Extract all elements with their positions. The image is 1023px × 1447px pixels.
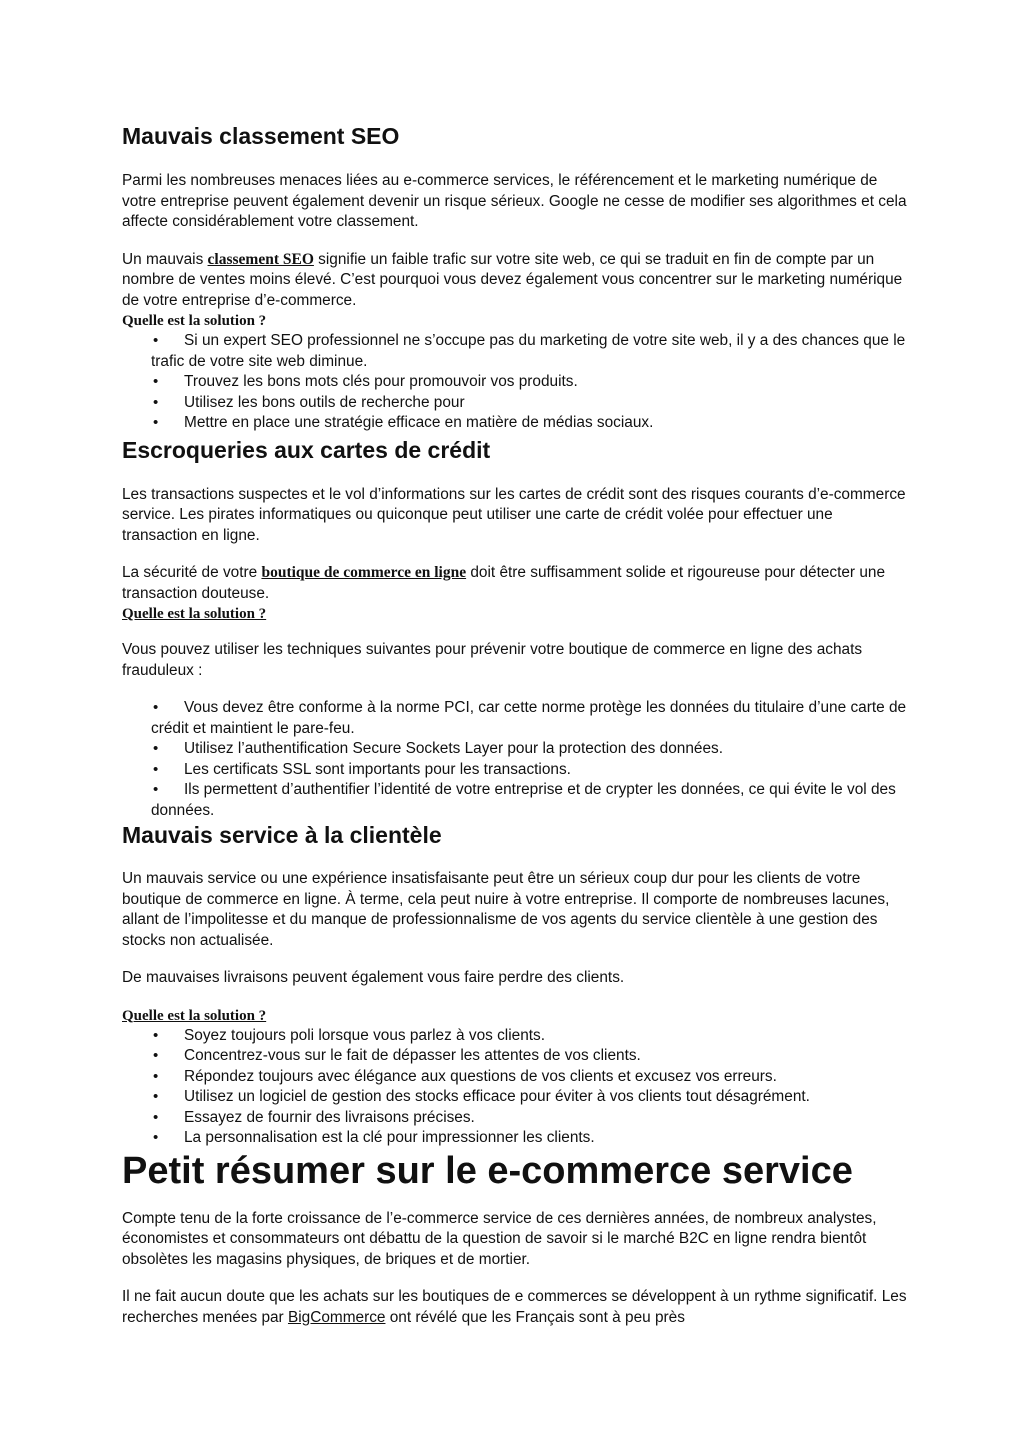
text-run: La sécurité de votre <box>122 564 262 581</box>
bullet-list <box>122 698 907 821</box>
text-run: signifie un faible trafic sur votre site web, ce qui se traduit en fin de compte par un nombre de ventes moins élevé. C’est pourquoi vous devez également vous concentrer sur le marketing numérique de votre entreprise d’e-commerce. <box>122 250 903 309</box>
list-item: • Répondez toujours avec élégance aux questions de vos clients et excusez vos erreurs. <box>122 1067 907 1088</box>
paragraph: Compte tenu de la forte croissance de l’e-commerce service de ces dernières années, de nombreux analystes, économistes et consommateurs ont débattu de la question de savoir si le marché B2C en ligne rendra bientôt obsolètes les magasins physiques, de briques et de mortier. <box>122 1209 877 1268</box>
paragraph: Parmi les nombreuses menaces liées au e-commerce services, le référencement et le marketing numérique de votre entreprise peuvent également devenir un risque sérieux. Google ne cesse de modifier ses algorithmes et cela affecte considérablement votre classement. <box>122 172 907 230</box>
list-item: • Concentrez-vous sur le fait de dépasser les attentes de vos clients. <box>122 1046 907 1067</box>
paragraph <box>122 250 907 312</box>
heading-mauvais-service-clientele: Mauvais service à la clientèle <box>122 822 442 848</box>
text-run: Un mauvais <box>122 250 208 268</box>
bullet-list <box>122 331 907 434</box>
paragraph <box>122 1287 907 1328</box>
list-item: • Ils permettent d’authentifier l’identité de votre entreprise et de crypter les données, ce qui évite le vol des données. <box>122 780 907 821</box>
paragraph: Vous pouvez utiliser les techniques suivantes pour prévenir votre boutique de commerce en ligne des achats frauduleux : <box>122 641 863 679</box>
solution-label: Quelle est la solution ? <box>122 1007 267 1024</box>
paragraph: Un mauvais service ou une expérience insatisfaisante peut être un sérieux coup dur pour les clients de votre boutique de commerce en ligne. À terme, cela peut nuire à votre entreprise. Il comporte de nombreuses lacunes, allant de l’impolitesse et du manque de professionnalisme de vos agents du service clientèle à une gestion des stocks non actualisée. <box>122 870 890 949</box>
list-item: • Utilisez l’authentification Secure Sockets Layer pour la protection des données. <box>122 739 907 760</box>
bigcommerce-link[interactable]: BigCommerce <box>287 1308 386 1326</box>
paragraph: De mauvaises livraisons peuvent également vous faire perdre des clients. <box>122 969 625 986</box>
list-item: • Essayez de fournir des livraisons précises. <box>122 1108 907 1129</box>
paragraph <box>122 563 907 604</box>
list-item: • Si un expert SEO professionnel ne s’occupe pas du marketing de votre site web, il y a des chances que le trafic de votre site web diminue. <box>122 331 907 372</box>
paragraph: Les transactions suspectes et le vol d’informations sur les cartes de crédit sont des risques courants d’e-commerce service. Les pirates informatiques ou quiconque peut utiliser une carte de crédit volée pour effectuer une transaction en ligne. <box>122 485 906 544</box>
heading-mauvais-classement-seo: Mauvais classement SEO <box>122 123 400 149</box>
text-run: Il ne fait aucun doute que les achats sur les boutiques de e commerces se développent à un rythme significatif. Les recherches menées par <box>122 1288 907 1326</box>
list-item: • Les certificats SSL sont importants pour les transactions. <box>122 760 907 781</box>
list-item: • Trouvez les bons mots clés pour promouvoir vos produits. <box>122 372 907 393</box>
solution-label: Quelle est la solution ? <box>122 313 267 329</box>
text-run: doit être suffisamment solide et rigoureuse pour détecter une transaction douteuse. <box>122 564 886 602</box>
list-item: • Soyez toujours poli lorsque vous parlez à vos clients. <box>122 1026 907 1047</box>
list-item: • Utilisez un logiciel de gestion des stocks efficace pour éviter à vos clients tout désagrément. <box>122 1087 907 1108</box>
heading-petit-resumer: Petit résumer sur le e-commerce service <box>122 1149 853 1192</box>
heading-escroqueries-cartes-credit: Escroqueries aux cartes de crédit <box>122 436 491 463</box>
boutique-commerce-link[interactable]: boutique de commerce en ligne <box>261 564 467 581</box>
document-content <box>122 122 907 1328</box>
classement-seo-link[interactable]: classement SEO <box>207 250 314 268</box>
list-item: • La personnalisation est la clé pour impressionner les clients. <box>122 1128 907 1149</box>
solution-label: Quelle est la solution ? <box>122 606 267 622</box>
bullet-list <box>122 1026 907 1149</box>
text-run: ont révélé que les Français sont à peu près <box>385 1308 685 1326</box>
list-item: • Mettre en place une stratégie efficace en matière de médias sociaux. <box>122 413 907 434</box>
list-item: • Vous devez être conforme à la norme PCI, car cette norme protège les données du titulaire d’une carte de crédit et maintient le pare-feu. <box>122 698 907 739</box>
list-item: • Utilisez les bons outils de recherche pour <box>122 393 907 414</box>
